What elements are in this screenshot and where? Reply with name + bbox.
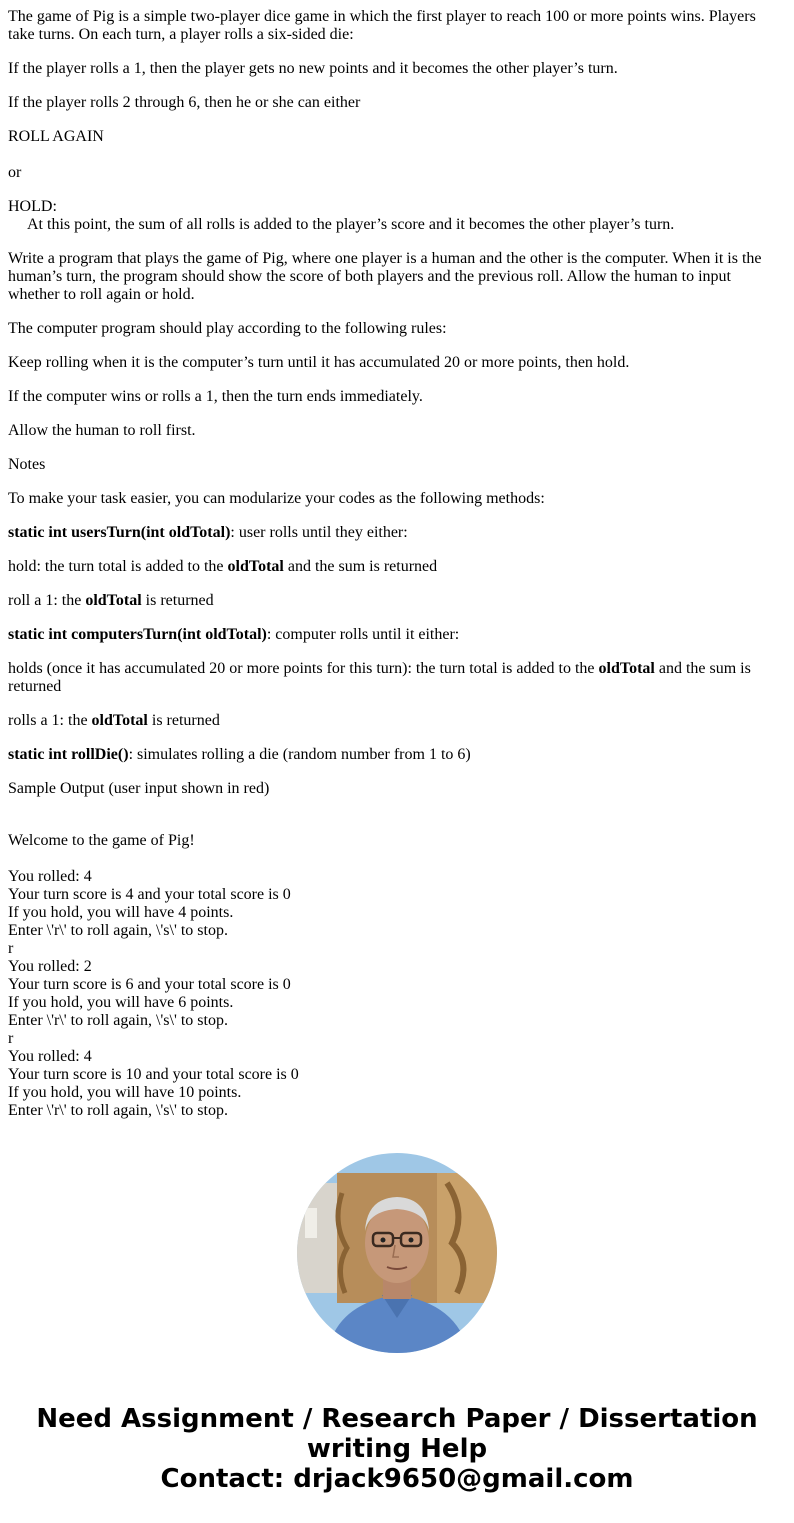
text-fragment: is returned bbox=[147, 712, 220, 729]
notes-heading: Notes bbox=[8, 456, 46, 473]
rule-roll-one: If the player rolls a 1, then the player gets no new points and it becomes the other player’s turn. bbox=[8, 60, 618, 77]
method-signature: static int usersTurn(int oldTotal) bbox=[8, 524, 231, 541]
output-line: Your turn score is 6 and your total score is 0 bbox=[8, 976, 291, 993]
sample-output-heading: Sample Output (user input shown in red) bbox=[8, 780, 270, 797]
output-line: You rolled: 2 bbox=[8, 958, 92, 975]
output-line: Your turn score is 4 and your total score is 0 bbox=[8, 886, 291, 903]
output-line: r bbox=[8, 940, 14, 957]
output-line: Enter \'r\' to roll again, \'s\' to stop. bbox=[8, 922, 228, 939]
output-line: Your turn score is 10 and your total score is 0 bbox=[8, 1066, 299, 1083]
users-turn-hold bbox=[8, 558, 778, 576]
author-photo bbox=[297, 1153, 497, 1353]
method-roll-die bbox=[8, 746, 778, 764]
text-fragment: is returned bbox=[141, 592, 214, 609]
rule-roll-two-to-six: If the player rolls 2 through 6, then he or she can either bbox=[8, 94, 361, 111]
variable-name: oldTotal bbox=[598, 660, 655, 677]
computer-rule-turn-ends: If the computer wins or rolls a 1, then the turn ends immediately. bbox=[8, 388, 423, 405]
eye-right bbox=[409, 1238, 414, 1243]
text-fragment: rolls a 1: the bbox=[8, 712, 92, 729]
hold-label: HOLD: bbox=[8, 198, 57, 215]
portrait-illustration bbox=[297, 1153, 497, 1353]
roll-again-label: ROLL AGAIN bbox=[8, 128, 104, 145]
variable-name: oldTotal bbox=[85, 592, 142, 609]
text-fragment: roll a 1: the bbox=[8, 592, 86, 609]
output-line: You rolled: 4 bbox=[8, 868, 92, 885]
text-fragment: and the sum is returned bbox=[8, 660, 751, 695]
output-line: If you hold, you will have 6 points. bbox=[8, 994, 234, 1011]
text-fragment: hold: the turn total is added to the bbox=[8, 558, 228, 575]
users-turn-roll-one bbox=[8, 592, 778, 610]
variable-name: oldTotal bbox=[227, 558, 284, 575]
method-description: : computer rolls until it either: bbox=[266, 626, 460, 643]
sample-output-block bbox=[8, 868, 778, 1120]
eye-left bbox=[381, 1238, 386, 1243]
computer-rule-human-first: Allow the human to roll first. bbox=[8, 422, 196, 439]
intro-paragraph: The game of Pig is a simple two-player dice game in which the first player to reach 100 or more points wins. Players take turns. On each turn, a player rolls a six-sided die: bbox=[8, 8, 756, 43]
switch-plate bbox=[305, 1208, 317, 1238]
output-line: If you hold, you will have 4 points. bbox=[8, 904, 234, 921]
promo-contact: Contact: drjack9650@gmail.com bbox=[160, 1464, 634, 1494]
output-line: You rolled: 4 bbox=[8, 1048, 92, 1065]
method-description: : user rolls until they either: bbox=[230, 524, 408, 541]
method-computers-turn bbox=[8, 626, 778, 644]
computers-turn-hold bbox=[8, 660, 778, 696]
hold-description: At this point, the sum of all rolls is added to the player’s score and it becomes the other player’s turn. bbox=[27, 216, 675, 233]
output-line: Enter \'r\' to roll again, \'s\' to stop. bbox=[8, 1102, 228, 1119]
promo-line: writing Help bbox=[306, 1434, 488, 1464]
text-fragment: holds (once it has accumulated 20 or more points for this turn): the turn total is added to the bbox=[8, 660, 599, 677]
modularize-paragraph: To make your task easier, you can modularize your codes as the following methods: bbox=[8, 490, 545, 507]
text-fragment: and the sum is returned bbox=[283, 558, 438, 575]
output-line: r bbox=[8, 1030, 14, 1047]
output-line: Enter \'r\' to roll again, \'s\' to stop. bbox=[8, 1012, 228, 1029]
output-line: If you hold, you will have 10 points. bbox=[8, 1084, 242, 1101]
computers-turn-roll-one bbox=[8, 712, 778, 730]
method-signature: static int computersTurn(int oldTotal) bbox=[8, 626, 267, 643]
method-description: : simulates rolling a die (random number from 1 to 6) bbox=[128, 746, 471, 763]
computer-rules-intro: The computer program should play according to the following rules: bbox=[8, 320, 447, 337]
welcome-line: Welcome to the game of Pig! bbox=[8, 832, 195, 849]
promo-banner bbox=[0, 1404, 794, 1494]
task-paragraph: Write a program that plays the game of Pig, where one player is a human and the other is the computer. When it is the human’s turn, the program should show the score of both players and the previous roll. Allow the human to input whether to roll again or hold. bbox=[8, 250, 762, 303]
promo-line: Need Assignment / Research Paper / Dissertation bbox=[36, 1404, 758, 1434]
method-signature: static int rollDie() bbox=[8, 746, 129, 763]
method-users-turn bbox=[8, 524, 778, 542]
computer-rule-keep-rolling: Keep rolling when it is the computer’s turn until it has accumulated 20 or more points, then hold. bbox=[8, 354, 630, 371]
variable-name: oldTotal bbox=[91, 712, 148, 729]
wooden-backdrop bbox=[437, 1173, 497, 1303]
or-label: or bbox=[8, 164, 22, 181]
